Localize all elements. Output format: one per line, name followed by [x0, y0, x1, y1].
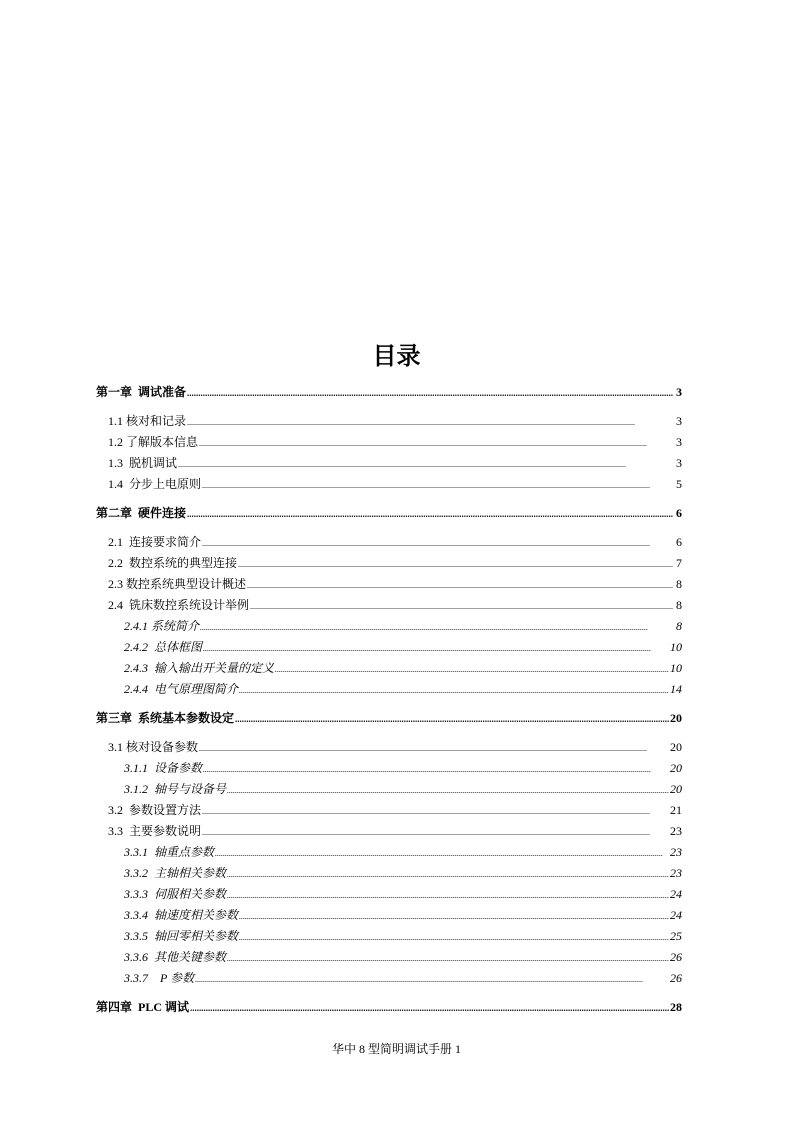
dot-leader [199, 432, 673, 454]
toc-entry-page: 14 [670, 682, 682, 696]
toc-entry[interactable] [96, 947, 682, 968]
toc-entry[interactable] [96, 679, 682, 700]
toc-entry-label: 3.3.1 轴重点参数 [124, 845, 215, 859]
dot-leader [215, 842, 669, 864]
toc-entry[interactable] [96, 553, 682, 574]
toc-entry-page: 26 [670, 950, 682, 964]
toc-entry-label: 2.4.2 总体框图 [124, 640, 203, 654]
dot-leader [190, 997, 669, 1019]
toc-entry-label: 3.2 参数设置方法 [108, 803, 202, 817]
toc-chapter-entry[interactable] [96, 382, 682, 403]
dot-leader [247, 574, 673, 596]
dot-leader [203, 758, 669, 780]
toc-entry-label: 3.3.4 轴速度相关参数 [124, 908, 239, 922]
toc-entry-label: 3.3.6 其他关键参数 [124, 950, 227, 964]
dot-leader [200, 616, 673, 638]
dot-leader [202, 800, 669, 822]
toc-entry[interactable] [96, 968, 682, 989]
toc-entry-page: 25 [670, 929, 682, 943]
toc-entry-page: 24 [670, 908, 682, 922]
toc-entry[interactable] [96, 737, 682, 758]
toc-entry[interactable] [96, 863, 682, 884]
dot-leader [275, 658, 669, 680]
toc-entry[interactable] [96, 411, 682, 432]
toc-entry-label: 1.1 核对和记录 [108, 414, 187, 428]
toc-entry-page: 3 [676, 414, 682, 428]
dot-leader [178, 453, 673, 475]
toc-entry-label: 2.4.4 电气原理图简介 [124, 682, 239, 696]
toc-chapter-entry[interactable] [96, 503, 682, 524]
dot-leader [202, 474, 673, 496]
dot-leader [238, 553, 673, 575]
toc-entry-label: 3.1.1 设备参数 [124, 761, 203, 775]
toc-entry[interactable] [96, 905, 682, 926]
dot-leader [250, 595, 673, 617]
toc-entry-label: 3.1 核对设备参数 [108, 740, 199, 754]
dot-leader [239, 905, 669, 927]
toc-entry-page: 23 [670, 824, 682, 838]
toc-entry-label: 2.4.3 输入输出开关量的定义 [124, 661, 275, 675]
toc-entry-page: 21 [670, 803, 682, 817]
toc-entry[interactable] [96, 453, 682, 474]
toc-entry-label: 3.1.2 轴号与设备号 [124, 782, 227, 796]
toc-entry[interactable] [96, 574, 682, 595]
toc-entry-page: 8 [676, 598, 682, 612]
toc-entry-page: 10 [670, 640, 682, 654]
toc-entry-page: 8 [676, 577, 682, 591]
toc-entry[interactable] [96, 842, 682, 863]
toc-entry-label: 3.3 主要参数说明 [108, 824, 202, 838]
dot-leader [227, 884, 669, 906]
toc-entry-page: 3 [676, 435, 682, 449]
dot-leader [202, 532, 673, 554]
dot-leader [199, 737, 669, 759]
toc-chapter-entry[interactable] [96, 708, 682, 729]
toc-entry-label: 2.1 连接要求简介 [108, 535, 202, 549]
toc-entry-page: 26 [670, 971, 682, 985]
dot-leader [187, 411, 673, 433]
toc-entry-label: 第二章 硬件连接 [96, 506, 187, 520]
toc-entry-label: 第三章 系统基本参数设定 [96, 711, 235, 725]
toc-entry[interactable] [96, 758, 682, 779]
toc-entry-page: 3 [676, 456, 682, 470]
toc-entry-label: 1.3 脱机调试 [108, 456, 178, 470]
dot-leader [239, 926, 669, 948]
dot-leader [187, 503, 673, 525]
toc-entry-label: 3.3.5 轴回零相关参数 [124, 929, 239, 943]
toc-entry-label: 3.3.7 P 参数 [124, 971, 195, 985]
toc-entry-page: 28 [670, 1000, 682, 1014]
toc-entry-page: 20 [670, 740, 682, 754]
toc-entry[interactable] [96, 474, 682, 495]
dot-leader [227, 947, 669, 969]
toc-entry-page: 7 [676, 556, 682, 570]
toc-entry-page: 20 [670, 782, 682, 796]
toc-entry[interactable] [96, 821, 682, 842]
table-of-contents [96, 382, 682, 1026]
toc-entry-label: 1.4 分步上电原则 [108, 477, 202, 491]
toc-entry[interactable] [96, 595, 682, 616]
toc-entry-page: 23 [670, 866, 682, 880]
toc-entry-page: 5 [676, 477, 682, 491]
dot-leader [239, 679, 669, 701]
dot-leader [227, 779, 669, 801]
toc-entry[interactable] [96, 884, 682, 905]
toc-entry-label: 2.2 数控系统的典型连接 [108, 556, 238, 570]
toc-entry[interactable] [96, 658, 682, 679]
toc-entry[interactable] [96, 779, 682, 800]
toc-entry-page: 8 [676, 619, 682, 633]
dot-leader [203, 637, 669, 659]
toc-entry-label: 3.3.2 主轴相关参数 [124, 866, 227, 880]
toc-entry-page: 20 [670, 711, 682, 725]
toc-entry-label: 2.4 铣床数控系统设计举例 [108, 598, 250, 612]
dot-leader [195, 968, 669, 990]
toc-entry-page: 23 [670, 845, 682, 859]
toc-entry-page: 6 [676, 506, 682, 520]
toc-entry[interactable] [96, 637, 682, 658]
toc-entry-label: 2.3 数控系统典型设计概述 [108, 577, 247, 591]
toc-entry-page: 6 [676, 535, 682, 549]
toc-entry[interactable] [96, 432, 682, 453]
toc-entry-label: 1.2 了解版本信息 [108, 435, 199, 449]
dot-leader [202, 821, 669, 843]
dot-leader [235, 708, 669, 730]
toc-entry-page: 24 [670, 887, 682, 901]
toc-entry-label: 3.3.3 伺服相关参数 [124, 887, 227, 901]
dot-leader [187, 382, 673, 404]
toc-entry[interactable] [96, 800, 682, 821]
toc-entry-page: 10 [670, 661, 682, 675]
toc-entry-page: 3 [676, 385, 682, 399]
toc-entry[interactable] [96, 926, 682, 947]
toc-entry-page: 20 [670, 761, 682, 775]
toc-entry-label: 第四章 PLC 调试 [96, 1000, 190, 1014]
toc-entry[interactable] [96, 532, 682, 553]
toc-title: 目录 [372, 342, 421, 370]
toc-entry-label: 2.4.1 系统简介 [124, 619, 200, 633]
page-footer: 华中 8 型简明调试手册 1 [331, 1042, 461, 1056]
dot-leader [227, 863, 669, 885]
toc-entry[interactable] [96, 616, 682, 637]
toc-entry-label: 第一章 调试准备 [96, 385, 187, 399]
toc-chapter-entry[interactable] [96, 997, 682, 1018]
